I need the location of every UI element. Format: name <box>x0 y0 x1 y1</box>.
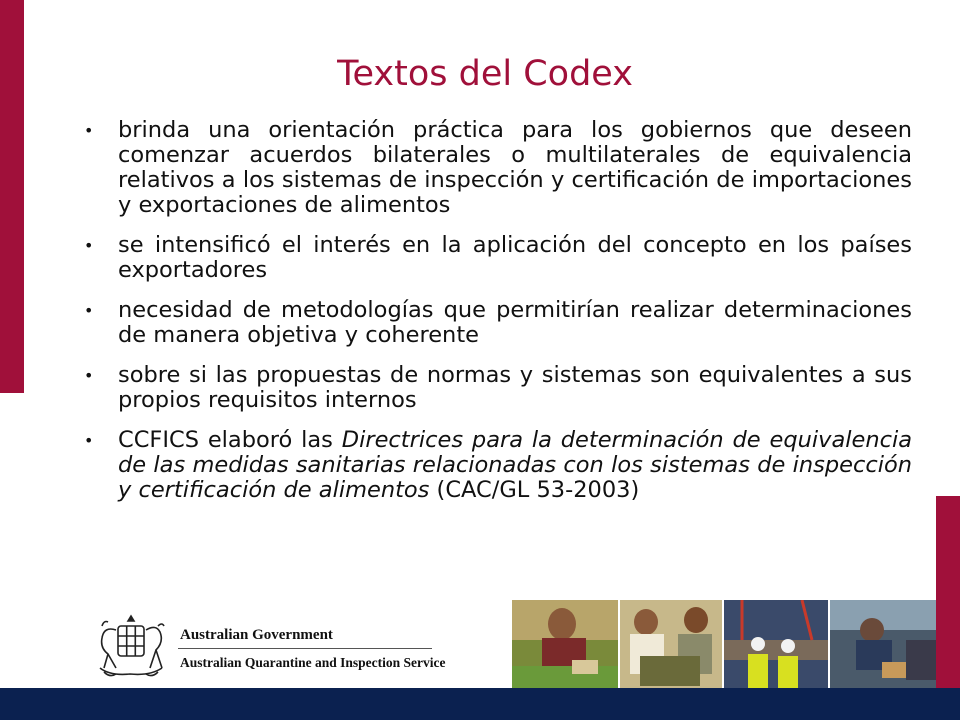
grain-tray-inspection-photo <box>620 600 722 690</box>
logo-divider <box>178 648 432 649</box>
bullet-dot: • <box>84 431 94 450</box>
right-accent-bar <box>936 496 960 690</box>
port-inspectors-photo <box>724 600 828 690</box>
government-name: Australian Government <box>180 627 333 643</box>
produce-inspection-photo <box>512 600 618 690</box>
bullet-text-suffix: (CAC/GL 53-2003) <box>429 477 640 503</box>
bullet-item <box>84 298 912 348</box>
guidelines-title: Directrices para la determinación de equivalencia de las medidas sanitarias relacionadas con los sistemas de inspección y certificación de alimentos <box>118 427 912 503</box>
service-name: Australian Quarantine and Inspection Service <box>180 655 446 670</box>
bullet-text: sobre si las propuestas de normas y sistemas son equivalentes a sus propios requisitos internos <box>118 362 912 413</box>
bullet-item <box>84 363 912 413</box>
bullet-list <box>84 118 912 518</box>
bullet-text: brinda una orientación práctica para los gobiernos que deseen comenzar acuerdos bilaterales o multilaterales de equivalencia relativos a los sistemas de inspección y certificación de importaciones y exportaciones de alimentos <box>118 117 912 218</box>
detector-dog-photo <box>830 600 936 690</box>
bullet-item <box>84 233 912 283</box>
bullet-item <box>84 428 912 503</box>
footer-band <box>0 688 960 720</box>
bullet-dot: • <box>84 121 94 140</box>
bullet-text: se intensificó el interés en la aplicación del concepto en los países exportadores <box>118 232 912 283</box>
bullet-item <box>84 118 912 218</box>
bullet-text-prefix: CCFICS elaboró las <box>118 427 342 453</box>
bullet-text: necesidad de metodologías que permitirían realizar determinaciones de manera objetiva y coherente <box>118 297 912 348</box>
bullet-dot: • <box>84 301 94 320</box>
slide-title: Textos del Codex <box>337 54 633 94</box>
bullet-dot: • <box>84 366 94 385</box>
bullet-dot: • <box>84 236 94 255</box>
photo-collage <box>512 600 936 690</box>
coat-of-arms-icon <box>92 612 170 682</box>
